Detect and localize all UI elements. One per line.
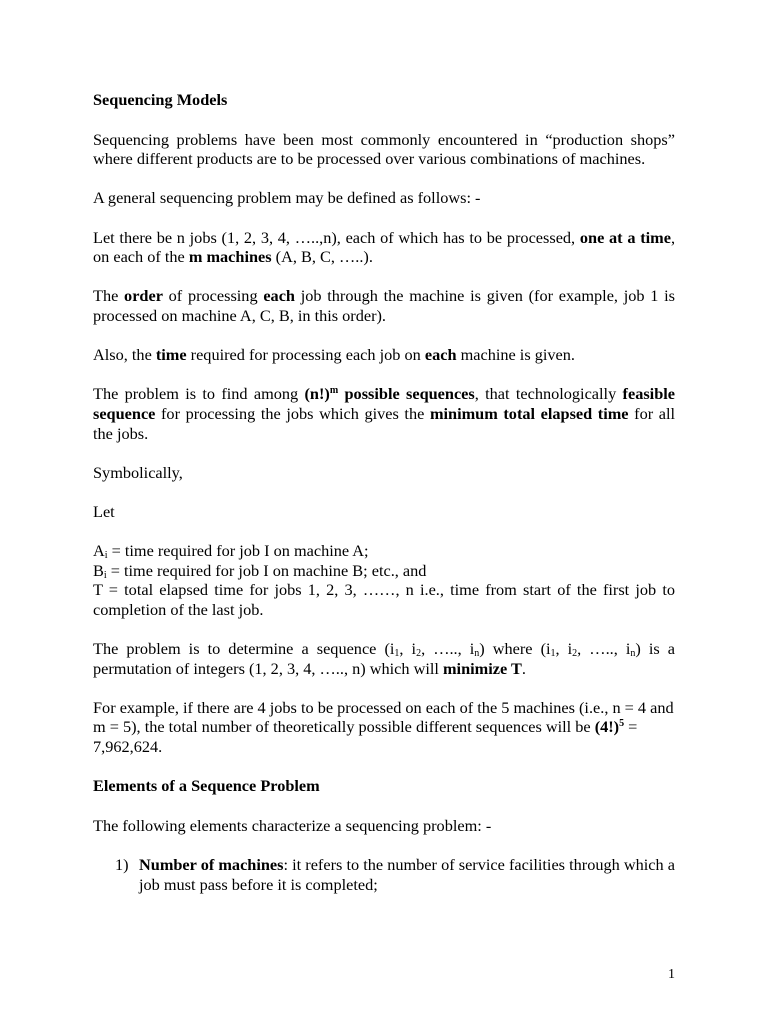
list-item-text: : it refers to the number of service facilities through which a job must pass before it is completed; [139,854,675,894]
list-item [93,855,675,894]
text-run: ) is a permutation of integers (1, 2, 3, 4, ….., n) which will [93,639,675,678]
page-content [93,90,675,894]
subscript: 2 [572,648,578,660]
text-run: For example, if there are 4 jobs to be processed on each of the 5 machines (i.e., n = 4 and m = 5), the total number of theoretically possible different sequences will be [93,697,674,737]
definitions-block [93,541,675,619]
text-run: (A, B, C, …..). [271,247,373,267]
variable: B [93,560,104,580]
superscript: 5 [619,718,625,730]
text-run: , ….., i [577,639,631,659]
text-run: , ….., i [421,639,475,659]
problem-paragraph [93,384,675,443]
subscript: n [630,648,636,660]
text-run: . [521,658,526,678]
bold-run: minimize T [442,658,522,678]
bold-run: possible sequences [338,384,475,404]
list-number: 1) [115,854,129,874]
section-heading-elements: Elements of a Sequence Problem [93,776,320,796]
subscript: 2 [416,648,422,660]
subscript: i [103,569,107,581]
general-problem-paragraph: A general sequencing problem may be defined as follows: - [93,188,481,208]
bold-run: minimum total elapsed time [429,403,629,423]
text-run: for processing the jobs which gives the [155,403,430,423]
time-paragraph [93,345,675,365]
bold-run: (4!) [594,717,620,737]
let-paragraph: Let [93,501,115,521]
symbolically-paragraph: Symbolically, [93,462,183,482]
text-run: The problem is to determine a sequence (i [93,639,395,659]
bold-run: each [424,345,457,365]
subscript: 1 [394,648,400,660]
bold-run: m machines [188,247,272,267]
order-paragraph [93,286,675,325]
definition-b [93,561,675,581]
list-item-term: Number of machines [139,854,284,874]
subscript: 1 [550,648,556,660]
example-paragraph [93,698,675,757]
text-run: = time required for job I on machine A; [107,541,369,561]
text-run: , that technologically [474,384,623,404]
text-run: , i [555,639,573,659]
page-number: 1 [668,967,675,982]
definition-t: T = total elapsed time for jobs 1, 2, 3, ……, n i.e., time from start of the first job to completion of the last job. [93,580,675,619]
text-run: machine is given. [456,345,575,365]
jobs-paragraph [93,228,675,267]
text-run: The problem is to find among [93,384,305,404]
bold-run: feasible sequence [93,384,675,423]
text-run: Let there be n jobs (1, 2, 3, 4, …..,n), each of which has to be processed, [93,227,580,247]
text-run: Also, the [93,345,156,365]
text-run: , i [399,639,417,659]
determine-paragraph [93,639,675,678]
text-run: job through the machine is given (for example, job 1 is processed on machine A, C, B, in this order). [93,286,675,325]
bold-run: one at a time [579,227,671,247]
text-run: for all the jobs. [93,403,676,443]
bold-run: order [124,286,163,306]
bold-run: time [155,345,187,365]
superscript: m [329,385,339,397]
definition-a [93,541,675,561]
text-run: of processing [162,286,264,306]
text-run: The [93,286,125,306]
elements-paragraph: The following elements characterize a sequencing problem: - [93,815,492,835]
subscript: n [474,648,480,660]
bold-run: each [263,286,295,306]
text-run: , on each of the [93,227,676,267]
bold-run: (n!) [304,384,330,404]
text-run: = 7,962,624. [93,717,638,756]
text-run: required for processing each job on [186,345,425,365]
subscript: i [104,550,108,562]
text-run: ) where (i [479,639,551,659]
text-run: = time required for job I on machine B; etc., and [106,560,427,580]
intro-paragraph: Sequencing problems have been most commonly encountered in “production shops” where different products are to be processed over various combinations of machines. [93,129,675,169]
variable: A [93,541,105,561]
section-heading: Sequencing Models [93,90,228,109]
